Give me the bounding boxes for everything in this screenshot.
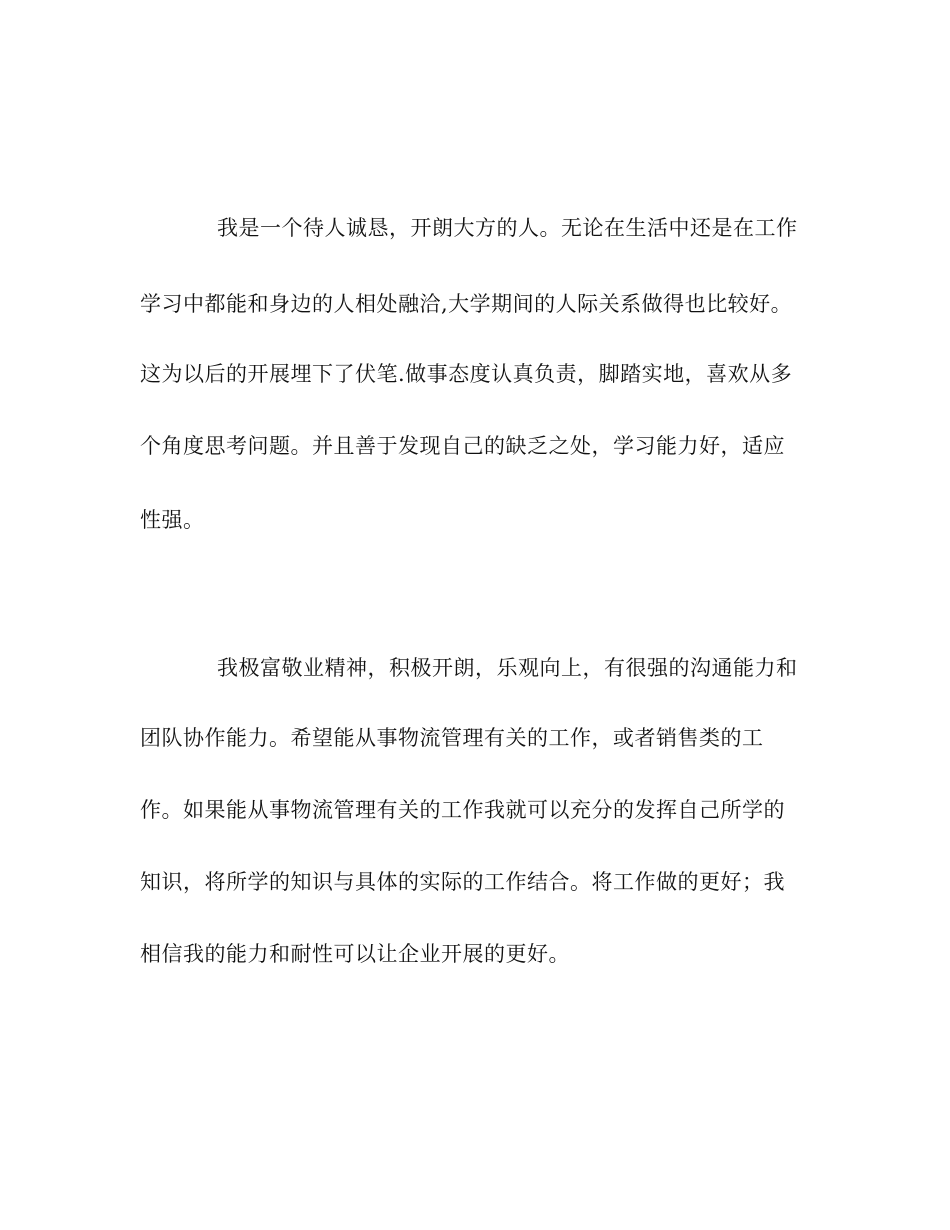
paragraph-line: 作。如果能从事物流管理有关的工作我就可以充分的发挥自己所学的	[140, 798, 785, 822]
paragraph-line: 我极富敬业精神，积极开朗，乐观向上，有很强的沟通能力和	[217, 656, 798, 680]
paragraph-line: 性强。	[140, 508, 205, 532]
paragraph-line: 这为以后的开展埋下了伏笔.做事态度认真负责，脚踏实地，喜欢从多	[140, 362, 793, 386]
paragraph-line: 学习中都能和身边的人相处融洽,大学期间的人际关系做得也比较好。	[140, 292, 793, 316]
paragraph-line: 我是一个待人诚恳，开朗大方的人。无论在生活中还是在工作	[217, 216, 798, 240]
paragraph-line: 相信我的能力和耐性可以让企业开展的更好。	[140, 942, 570, 966]
paragraph-line: 团队协作能力。希望能从事物流管理有关的工作，或者销售类的工	[140, 726, 764, 750]
paragraph-line: 知识，将所学的知识与具体的实际的工作结合。将工作做的更好；我	[140, 870, 785, 894]
paragraph-line: 个角度思考问题。并且善于发现自己的缺乏之处，学习能力好，适应	[140, 434, 785, 458]
